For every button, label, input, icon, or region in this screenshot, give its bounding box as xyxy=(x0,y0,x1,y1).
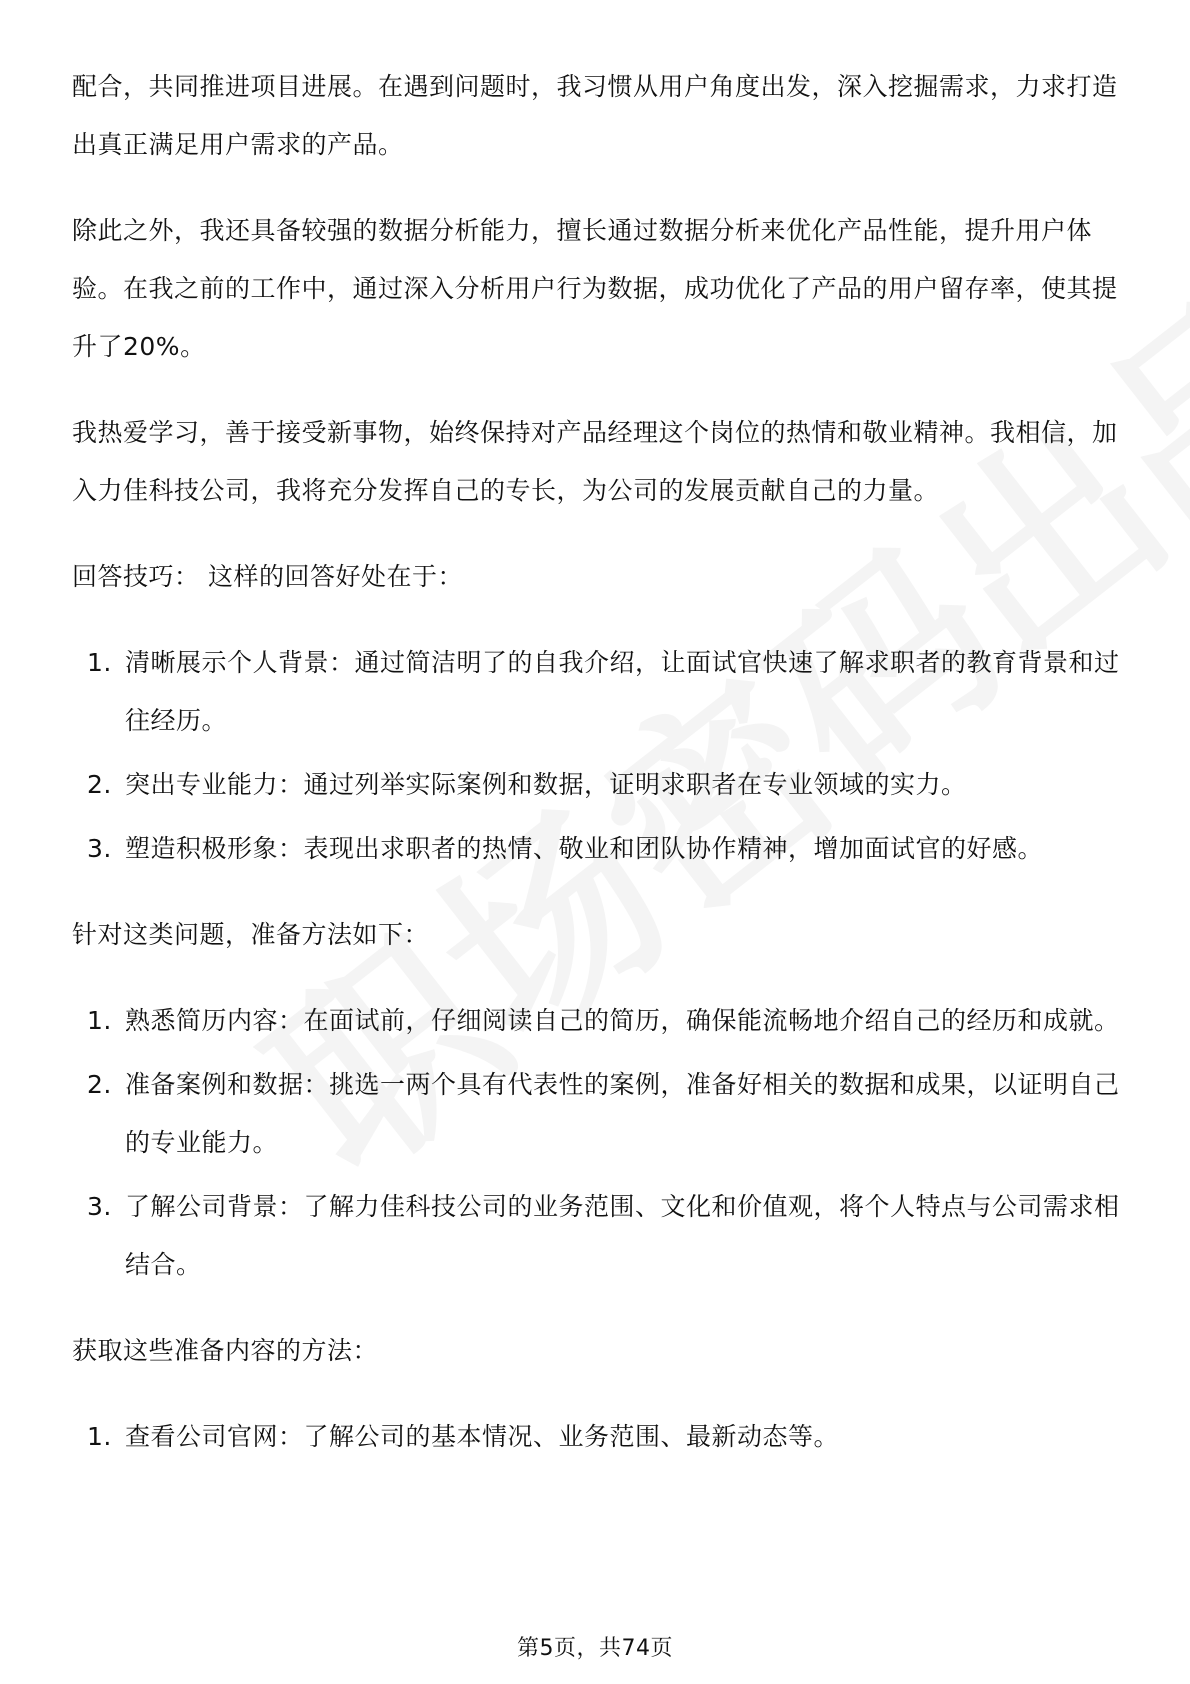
list-item xyxy=(72,992,1122,1050)
list-number: 1. xyxy=(87,1006,112,1035)
paragraph: 除此之外，我还具备较强的数据分析能力，擅长通过数据分析来优化产品性能，提升用户体验。在我之前的工作中，通过深入分析用户行为数据，成功优化了产品的用户留存率，使其提升了20%。 xyxy=(72,216,1118,361)
document-body xyxy=(72,58,1122,1494)
list-item xyxy=(72,756,1122,814)
list-number: 3. xyxy=(87,834,112,863)
list-item-text: 熟悉简历内容：在面试前，仔细阅读自己的简历，确保能流畅地介绍自己的经历和成就。 xyxy=(125,1006,1120,1035)
sources-list xyxy=(72,1408,1122,1466)
prep-heading: 针对这类问题，准备方法如下： xyxy=(72,920,430,949)
tips-list xyxy=(72,634,1122,878)
paragraph: 配合，共同推进项目进展。在遇到问题时，我习惯从用户角度出发，深入挖掘需求，力求打造出真正满足用户需求的产品。 xyxy=(72,72,1118,159)
list-item-text: 准备案例和数据：挑选一两个具有代表性的案例，准备好相关的数据和成果，以证明自己的专业能力。 xyxy=(125,1070,1120,1157)
list-item-text: 清晰展示个人背景：通过简洁明了的自我介绍，让面试官快速了解求职者的教育背景和过往经历。 xyxy=(125,648,1120,735)
list-item xyxy=(72,1056,1122,1172)
list-item xyxy=(72,820,1122,878)
tips-heading: 回答技巧： 这样的回答好处在于： xyxy=(72,562,463,591)
list-number: 1. xyxy=(87,648,112,677)
page-footer: 第5页，共74页 xyxy=(517,1636,673,1661)
list-number: 2. xyxy=(87,770,112,799)
paragraph: 我热爱学习，善于接受新事物，始终保持对产品经理这个岗位的热情和敬业精神。我相信，加入力佳科技公司，我将充分发挥自己的专长，为公司的发展贡献自己的力量。 xyxy=(72,418,1118,505)
sources-heading: 获取这些准备内容的方法： xyxy=(72,1336,379,1365)
list-item-text: 突出专业能力：通过列举实际案例和数据，证明求职者在专业领域的实力。 xyxy=(125,770,967,799)
list-number: 2. xyxy=(87,1070,112,1099)
list-item-text: 塑造积极形象：表现出求职者的热情、敬业和团队协作精神，增加面试官的好感。 xyxy=(125,834,1044,863)
list-item-text: 了解公司背景：了解力佳科技公司的业务范围、文化和价值观，将个人特点与公司需求相结合。 xyxy=(125,1192,1120,1279)
list-number: 1. xyxy=(87,1422,112,1451)
prep-list xyxy=(72,992,1122,1294)
list-item xyxy=(72,634,1122,750)
list-item xyxy=(72,1408,1122,1466)
list-number: 3. xyxy=(87,1192,112,1221)
list-item xyxy=(72,1178,1122,1294)
list-item-text: 查看公司官网：了解公司的基本情况、业务范围、最新动态等。 xyxy=(125,1422,840,1451)
